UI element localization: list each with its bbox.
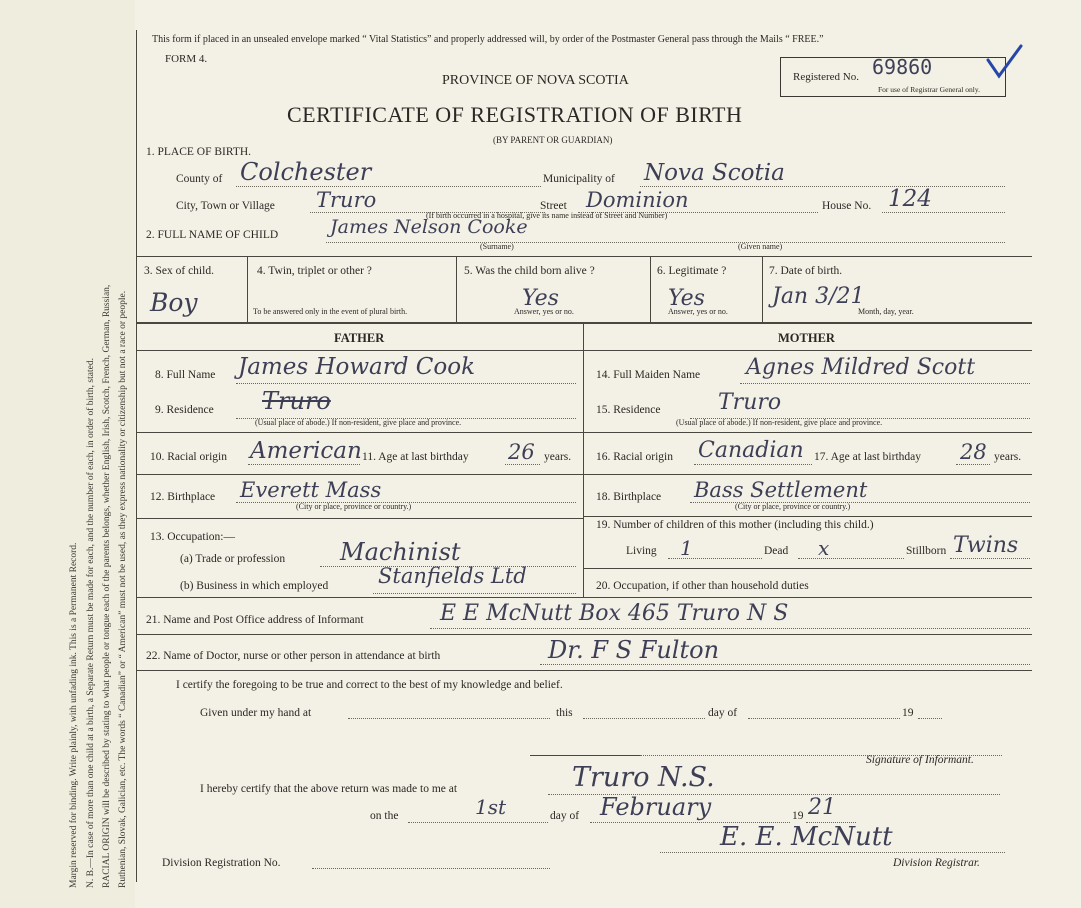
alive-label: 5. Was the child born alive ?	[464, 265, 595, 277]
informant-label: 21. Name and Post Office address of Informant	[146, 614, 364, 626]
municipality-value: Nova Scotia	[644, 160, 785, 186]
city-value: Truro	[316, 188, 377, 212]
legit-note: Answer, yes or no.	[668, 307, 728, 316]
margin-note-1: Margin reserved for binding. Write plainly, with unfading ink. This is a Permanent Record.	[69, 542, 79, 888]
child-name-line	[326, 242, 1005, 243]
father-race-label: 10. Racial origin	[150, 451, 227, 463]
day-of-label: day of	[708, 707, 738, 719]
this-label: this	[556, 707, 573, 719]
registrar-month-value: February	[600, 793, 712, 821]
father-race-value: American	[250, 438, 362, 464]
dob-label: 7. Date of birth.	[769, 265, 843, 277]
registrar-year-prefix: 19	[792, 810, 804, 822]
father-trade-label: (a) Trade or profession	[180, 553, 286, 565]
city-label: City, Town or Village	[176, 200, 275, 212]
doctor-value: Dr. F S Fulton	[548, 636, 720, 664]
mother-heading: MOTHER	[778, 331, 835, 345]
mother-name-value: Agnes Mildred Scott	[746, 355, 976, 380]
house-label: House No.	[822, 200, 872, 212]
place-of-birth-heading: 1. PLACE OF BIRTH.	[146, 146, 252, 158]
father-years-label: years.	[544, 451, 572, 463]
father-name-label: 8. Full Name	[155, 369, 216, 381]
given-name-note: (Given name)	[738, 242, 783, 251]
county-line	[236, 186, 541, 187]
page-subtitle: (BY PARENT OR GUARDIAN)	[493, 135, 613, 145]
registered-number: 69860	[872, 55, 933, 79]
mother-birthplace-label: 18. Birthplace	[596, 491, 662, 503]
mail-notice: This form if placed in an unsealed envelope marked “ Vital Statistics” and properly addressed will, by order of the Postmaster General pass through the Mails “ FREE.”	[152, 34, 824, 45]
registrar-note: For use of Registrar General only.	[878, 85, 980, 94]
mother-residence-value: Truro	[718, 390, 782, 415]
mother-occupation-label: 20. Occupation, if other than household duties	[596, 580, 809, 592]
living-label: Living	[626, 545, 657, 557]
twin-note: To be answered only in the event of plural birth.	[253, 307, 408, 316]
parents-top-rule	[137, 322, 1032, 324]
form-number: FORM 4.	[165, 53, 208, 65]
mother-years-label: years.	[994, 451, 1022, 463]
father-birthplace-note: (City or place, province or country.)	[296, 502, 412, 511]
father-business-label: (b) Business in which employed	[180, 580, 329, 592]
given-under-label: Given under my hand at	[200, 707, 312, 719]
father-residence-label: 9. Residence	[155, 404, 214, 416]
page-title: CERTIFICATE OF REGISTRATION OF BIRTH	[287, 102, 743, 127]
division-registrar-label: Division Registrar.	[893, 857, 980, 869]
house-value: 124	[888, 186, 932, 212]
mother-race-label: 16. Racial origin	[596, 451, 673, 463]
registered-label: Registered No.	[793, 71, 859, 83]
alive-value: Yes	[522, 286, 559, 311]
registrar-year-value: 21	[808, 795, 836, 820]
legit-label: 6. Legitimate ?	[657, 265, 727, 277]
county-label: County of	[176, 173, 223, 185]
stillborn-value: Twins	[953, 533, 1019, 558]
row-top-rule	[137, 256, 1032, 257]
margin-divider	[136, 30, 137, 882]
father-age-label: 11. Age at last birthday	[362, 451, 469, 463]
mother-age-label: 17. Age at last birthday	[814, 451, 921, 463]
father-heading: FATHER	[334, 331, 385, 345]
child-name-label: 2. FULL NAME OF CHILD	[146, 229, 279, 241]
registrar-day-value: 1st	[475, 795, 507, 819]
registrar-signature: E. E. McNutt	[720, 822, 893, 852]
mother-birthplace-value: Bass Settlement	[694, 478, 868, 502]
certify-statement: I certify the foregoing to be true and correct to the best of my knowledge and belief.	[176, 679, 563, 691]
margin-note-4: Ruthenian, Slovak, Galician, etc. The words “ Canadian” or “ American” must not be used, as they express nationality or citizenship but not a race or people.	[118, 290, 128, 888]
child-name-value: James Nelson Cooke	[330, 216, 528, 238]
division-registration-label: Division Registration No.	[162, 857, 281, 869]
dead-label: Dead	[764, 545, 789, 557]
parents-divider	[583, 322, 584, 597]
father-residence-value: Truro	[262, 387, 331, 415]
alive-note: Answer, yes or no.	[514, 307, 574, 316]
legit-value: Yes	[668, 286, 705, 311]
parents-bottom-rule	[137, 597, 1032, 598]
dob-note: Month, day, year.	[858, 307, 914, 316]
father-birthplace-value: Everett Mass	[240, 478, 382, 502]
father-residence-note: (Usual place of abode.) If non-resident, give place and province.	[255, 418, 462, 427]
registrar-statement: I hereby certify that the above return was made to me at	[200, 783, 458, 795]
county-value: Colchester	[240, 158, 372, 186]
father-trade-value: Machinist	[340, 538, 461, 566]
living-value: 1	[680, 536, 693, 560]
father-occupation-label: 13. Occupation:—	[150, 531, 235, 543]
mother-children-label: 19. Number of children of this mother (including this child.)	[596, 519, 874, 531]
mother-race-value: Canadian	[698, 438, 804, 463]
street-label: Street	[540, 200, 567, 212]
sex-label: 3. Sex of child.	[144, 265, 214, 277]
mother-age-value: 28	[960, 440, 987, 464]
dob-value: Jan 3/21	[772, 284, 865, 309]
binding-margin	[0, 0, 135, 908]
registrar-signature-line	[660, 852, 1005, 853]
registrar-place-value: Truro N.S.	[572, 762, 715, 793]
year-label: 19	[902, 707, 914, 719]
on-the-label: on the	[370, 810, 399, 822]
doctor-label: 22. Name of Doctor, nurse or other person in attendance at birth	[146, 650, 441, 662]
mother-residence-note: (Usual place of abode.) If non-resident, give place and province.	[676, 418, 883, 427]
margin-note-2: N. B.—In case of more than one child at a birth, a Separate Return must be made for each, and the number of each, in order of birth, stated.	[86, 358, 96, 888]
informant-value: E E McNutt Box 465 Truro N S	[440, 601, 789, 626]
check-mark-icon	[985, 42, 1025, 82]
father-age-value: 26	[508, 440, 535, 464]
father-business-value: Stanfields Ltd	[378, 564, 527, 588]
twin-label: 4. Twin, triplet or other ?	[257, 265, 372, 277]
sex-value: Boy	[150, 288, 198, 317]
street-note: (If birth occurred in a hospital, give its name instead of Street and Number)	[426, 211, 668, 220]
surname-note: (Surname)	[480, 242, 514, 251]
municipality-line	[640, 186, 1005, 187]
mother-birthplace-note: (City or place, province or country.)	[735, 502, 851, 511]
province-heading: PROVINCE OF NOVA SCOTIA	[442, 73, 629, 88]
street-value: Dominion	[586, 188, 689, 212]
registrar-day-of-label: day of	[550, 810, 580, 822]
father-birthplace-label: 12. Birthplace	[150, 491, 216, 503]
informant-signature-label: Signature of Informant.	[866, 754, 974, 766]
father-name-value: James Howard Cook	[238, 354, 476, 380]
house-line	[882, 212, 1005, 213]
municipality-label: Municipality of	[543, 173, 615, 185]
mother-residence-label: 15. Residence	[596, 404, 661, 416]
signature-stub	[530, 755, 640, 756]
dead-value: x	[818, 536, 830, 560]
margin-note-3: RACIAL ORIGIN will be described by stating to what people or tongue each of the parents belongs, whether English, Irish, Scotch, French, German, Russian,	[102, 284, 112, 888]
mother-name-label: 14. Full Maiden Name	[596, 369, 701, 381]
stillborn-label: Stillborn	[906, 545, 947, 557]
